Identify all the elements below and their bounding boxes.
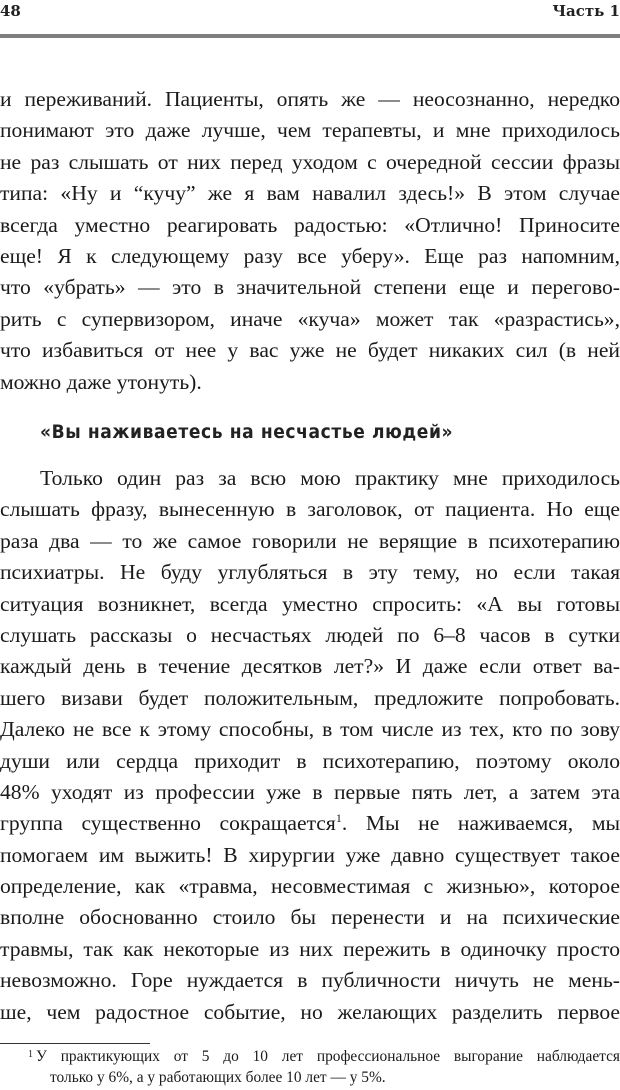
text-line: не раз слышать от них перед уходом с очередной сессии фразы: [0, 149, 620, 174]
text-line: слушать рассказы о несчастьях людей по 6–8 часов в сутки: [0, 622, 620, 647]
text-line-with-footnote: [0, 808, 620, 839]
text-line: раза два — то же самое говорили не верящие в психотерапию: [0, 528, 620, 553]
footnote-divider: [0, 1043, 150, 1044]
text-line: можно даже утонуть).: [0, 369, 202, 394]
text-line: Далеко не все к этому способны, в том числе из тех, кто по зову: [0, 717, 620, 742]
text-line: травмы, так как некоторые из них пережить в одиночку просто: [0, 936, 620, 961]
text-segment: группа существенно сокращается: [0, 811, 336, 836]
text-line: всегда уместно реагировать радостью: «Отлично! Приносите: [0, 212, 620, 237]
text-line: определение, как «травма, несовместимая с жизнью», которое: [0, 874, 620, 899]
paragraph: [0, 463, 620, 1028]
footnote-marker: 1: [28, 1049, 33, 1060]
page-header: [0, 0, 620, 40]
footnote-line: У практикующих от 5 до 10 лет профессиональное выгорание наблюдается: [36, 1048, 620, 1065]
footnote-line: только у 6%, а у работающих более 10 лет — у 5%.: [50, 1069, 386, 1086]
header-rule: [0, 34, 620, 38]
text-line: помогаем им выжить! В хирургии уже давно существует такое: [0, 842, 620, 867]
text-line: понимают это даже лучше, чем терапевты, и мне приходилось: [0, 118, 620, 143]
section-heading: «Вы наживаетесь на несчастье людей»: [40, 421, 454, 443]
text-line: каждый день в течение десятков лет?» И даже если ответ ва-: [0, 654, 620, 679]
running-head: Часть 1: [552, 2, 620, 20]
text-line: рить с супервизором, иначе «куча» может так «разрастись»,: [0, 306, 620, 331]
text-line: что «убрать» — это в значительной степени еще и перегово-: [0, 275, 620, 300]
text-line: еще! Я к следующему разу все уберу». Еще раз напомним,: [0, 243, 620, 268]
text-line: ше, чем радостное событие, но желающих разделить первое: [0, 999, 620, 1024]
text-line: психиатры. Не буду углубляться в эту тему, но если такая: [0, 560, 620, 585]
text-line: ситуация возникнет, всегда уместно спросить: «А вы готовы: [0, 591, 620, 616]
text-line: слышать фразу, вынесенную в заголовок, от пациента. Но еще: [0, 497, 620, 522]
text-line: что избавиться от нее у вас уже не будет никаких сил (в ней: [0, 338, 620, 363]
page-number: 48: [0, 2, 21, 20]
paragraph: [0, 84, 620, 398]
text-line: типа: «Ну и “кучу” же я вам навалил здесь!» В этом случае: [0, 181, 620, 206]
text-line: души или сердца приходит в психотерапию, поэтому около: [0, 748, 620, 773]
text-line: невозможно. Горе нуждается в публичности ничуть не мень-: [0, 968, 620, 993]
text-line: вполне обоснованно стоило бы перенести и на психические: [0, 905, 620, 930]
text-line: 48% уходят из профессии уже в первые пять лет, а затем эта: [0, 779, 620, 804]
text-line: и переживаний. Пациенты, опять же — неосознанно, нередко: [0, 87, 620, 111]
text-line: Только один раз за всю мою практику мне приходилось: [40, 466, 620, 490]
footnote-reference: 1: [335, 811, 342, 826]
footnote: [0, 1046, 620, 1088]
text-segment: . Мы не наживаемся, мы: [341, 811, 620, 836]
text-line: шего визави будет положительным, предложите попробовать.: [0, 685, 620, 710]
